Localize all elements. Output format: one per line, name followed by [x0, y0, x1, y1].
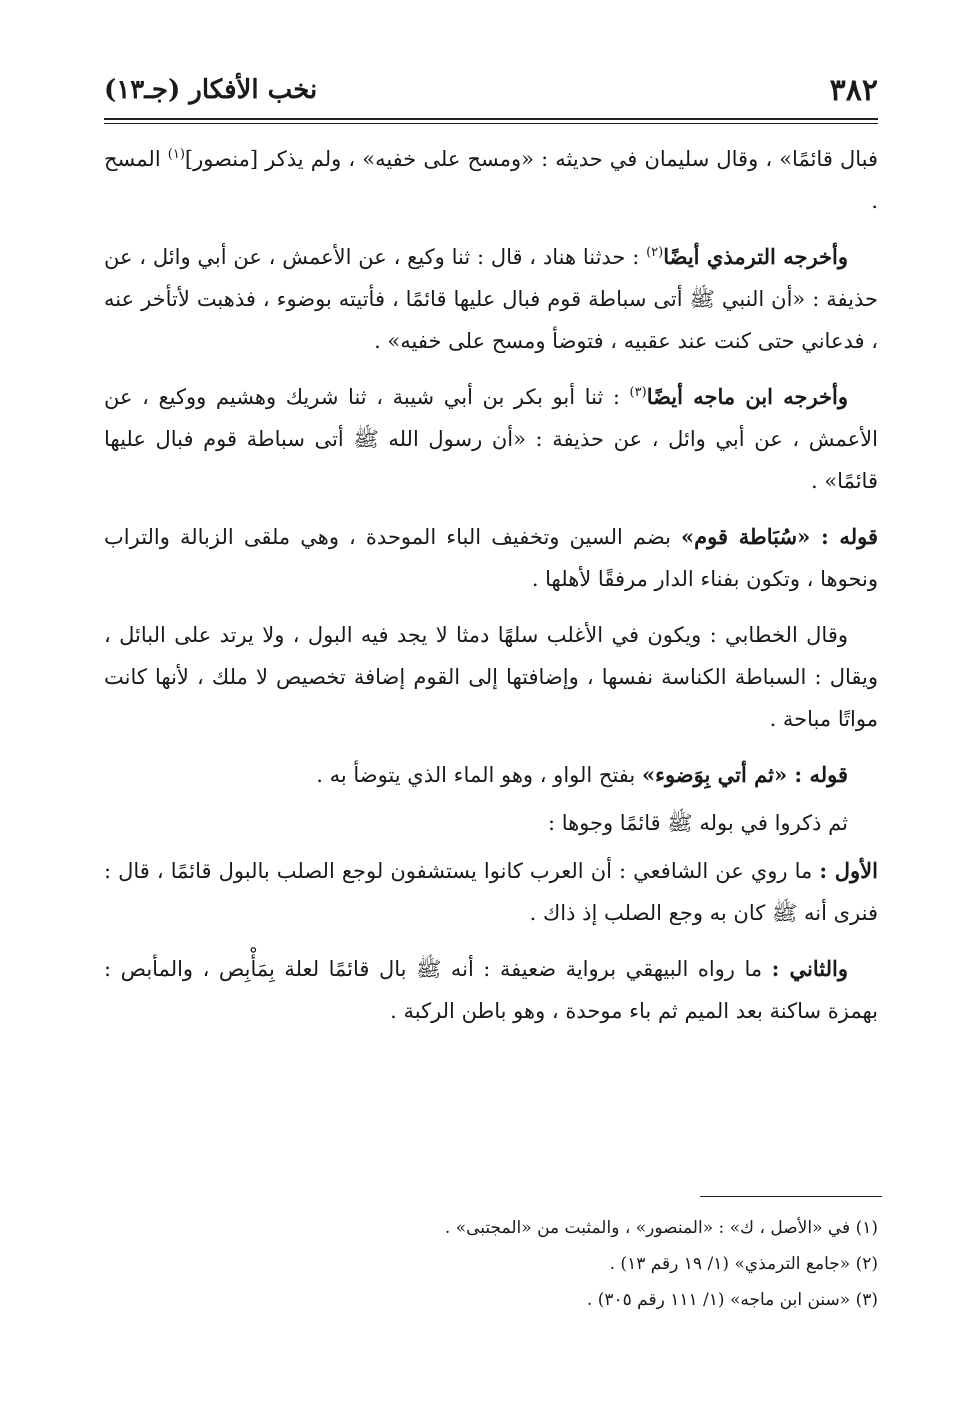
- paragraph-text: ثم ذكروا في بوله ﷺ قائمًا وجوها :: [547, 811, 848, 835]
- footnote-ref-2[interactable]: (٢): [646, 245, 664, 260]
- paragraph-lead: قوله : «سُبَاطة قوم»: [681, 524, 878, 549]
- paragraph-7: [104, 802, 878, 844]
- page-body: [104, 138, 878, 1046]
- paragraph-1: [104, 138, 878, 222]
- footnote-ref-1[interactable]: (١): [167, 147, 185, 162]
- paragraph-text: وقال الخطابي : ويكون في الأغلب سلهًا دمثا لا يجد فيه البول ، ولا يرتد على البائل ، ويقال : السباطة الكناسة نفسها ، وإضافتها إلى القوم إضافة تخصيص لا ملك ، لأنها كانت مواتًا مباحة .: [104, 623, 878, 731]
- paragraph-8: [104, 850, 878, 934]
- paragraph-text: بضم السين وتخفيف الباء الموحدة ، وهي ملقى الزبالة والتراب ونحوها ، وتكون بفناء الدار مرفقًا لأهلها .: [104, 525, 878, 591]
- paragraph-text: : ثنا أبو بكر بن أبي شيبة ، ثنا شريك وهشيم ووكيع ، عن الأعمش ، عن أبي وائل ، عن حذيفة : «أن رسول الله ﷺ أتى سباطة قوم فبال عليها قائمًا» .: [104, 385, 878, 493]
- paragraph-9: [104, 948, 878, 1032]
- paragraph-lead: والثاني :: [771, 956, 848, 981]
- footnote-1: (١) في «الأصل ، ك» : «المنصور» ، والمثبت من «المجتبى» .: [444, 1218, 878, 1238]
- paragraph-text: ما روي عن الشافعي : أن العرب كانوا يستشفون لوجع الصلب بالبول قائمًا ، قال : فنرى أنه ﷺ كان به وجع الصلب إذ ذاك .: [104, 859, 878, 925]
- paragraph-lead: قوله : «ثم أتي بِوَضوء»: [641, 762, 848, 787]
- footnote-2: (٢) «جامع الترمذي» (١/ ١٩ رقم ١٣) .: [609, 1254, 878, 1274]
- running-title: نخب الأفكار (جـ١٣): [104, 75, 318, 105]
- paragraph-lead: وأخرجه الترمذي أيضًا: [663, 244, 849, 269]
- paragraph-6: [104, 754, 878, 796]
- page-number: ٣٨٢: [829, 72, 878, 108]
- header-rule: [104, 118, 878, 120]
- paragraph-4: [104, 516, 878, 600]
- paragraph-text: ما رواه البيهقي برواية ضعيفة : أنه ﷺ بال قائمًا لعلة بِمَأْبِص ، والمأبص : بهمزة ساكنة بعد الميم ثم باء موحدة ، وهو باطن الركبة .: [104, 957, 878, 1023]
- paragraph-text: بفتح الواو ، وهو الماء الذي يتوضأ به .: [316, 763, 642, 787]
- paragraph-5: [104, 614, 878, 740]
- footnotes: [104, 1210, 878, 1318]
- footnote-3: (٣) «سنن ابن ماجه» (١/ ١١١ رقم ٣٠٥) .: [586, 1290, 878, 1310]
- paragraph-lead: وأخرجه ابن ماجه أيضًا: [646, 384, 849, 409]
- header-rule-thin: [104, 123, 878, 124]
- paragraph-lead: الأول :: [819, 858, 878, 883]
- paragraph-2: [104, 236, 878, 362]
- paragraph-text: المسح .: [104, 147, 878, 213]
- paragraph-text: : حدثنا هناد ، قال : ثنا وكيع ، عن الأعمش ، عن أبي وائل ، عن حذيفة : «أن النبي ﷺ أتى سباطة قوم فبال عليها قائمًا ، فأتيته بوضوء ، فذهبت لأتأخر عنه ، فدعاني حتى كنت عند عقبيه ، فتوضأ ومسح على خفيه» .: [104, 245, 878, 353]
- footnote-separator: [700, 1196, 882, 1197]
- page-header: [104, 66, 878, 114]
- paragraph-text: فبال قائمًا» ، وقال سليمان في حديثه : «ومسح على خفيه» ، ولم يذكر [منصور]: [184, 147, 878, 171]
- paragraph-3: [104, 376, 878, 502]
- footnote-ref-3[interactable]: (٣): [629, 385, 647, 400]
